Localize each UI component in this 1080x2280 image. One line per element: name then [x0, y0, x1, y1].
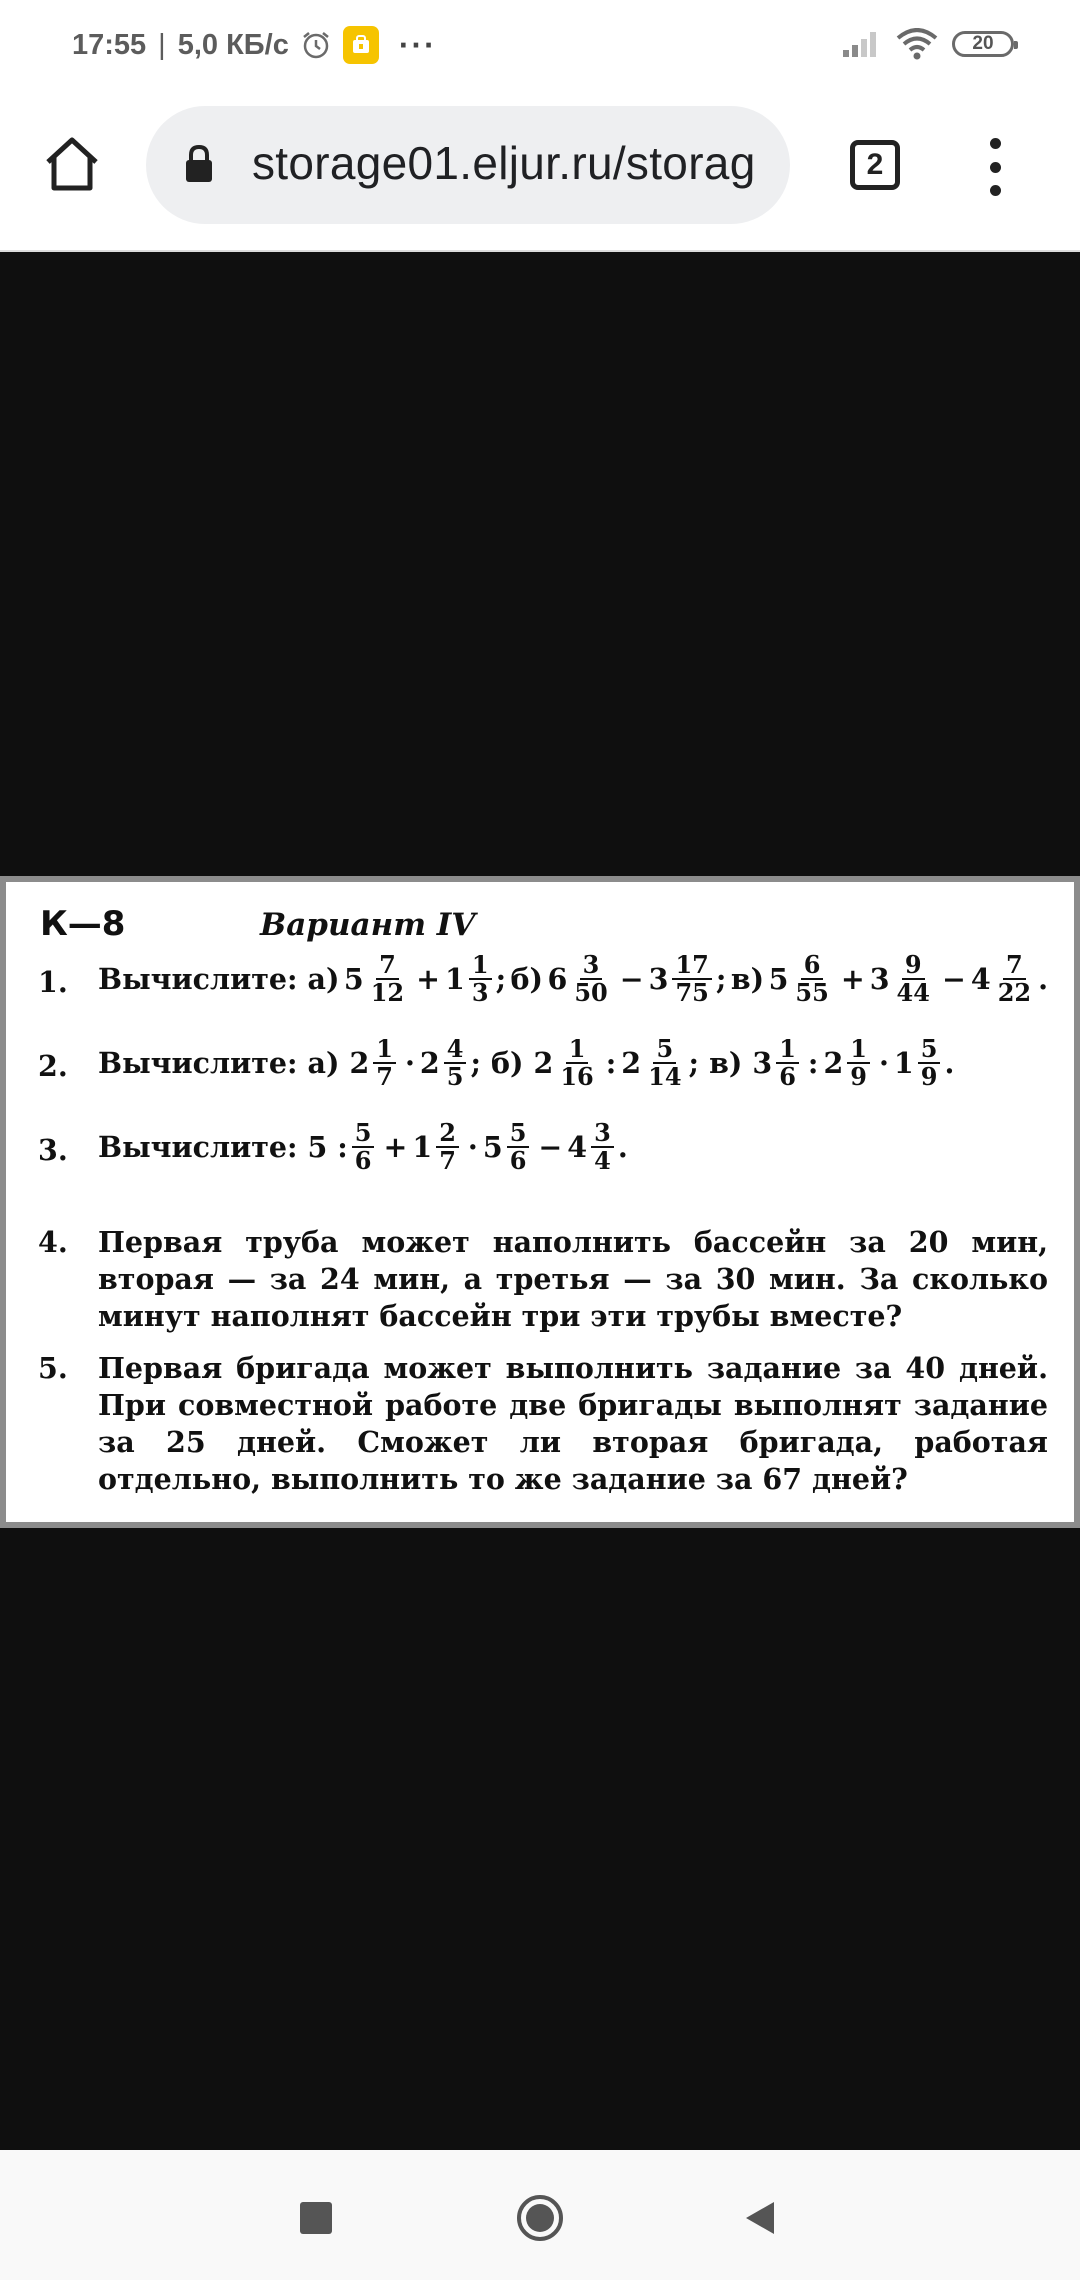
whole-part: 2 — [621, 1045, 642, 1080]
punctuation: ; — [715, 961, 727, 996]
whole-part: 4 — [970, 961, 991, 996]
whole-part: 1 — [445, 961, 465, 996]
fraction: $\frac{1}{7}$ — [373, 1036, 396, 1090]
fraction: $\frac{1}{3}$ — [469, 952, 492, 1006]
battery-icon — [952, 31, 1014, 57]
worksheet-image — [0, 876, 1080, 1528]
task-number: 2. — [38, 1049, 68, 1083]
operator: : — [807, 1045, 819, 1080]
task-3 — [38, 1120, 1048, 1174]
task-text: Первая бригада может выполнить задание за 40 дней. При совместной работе две бригады выполнят задание за 25 дней. Сможет ли вторая бригада, работая отдельно, выполнить то же задание за 67 дней? — [98, 1351, 1048, 1496]
subtask-label: в) — [709, 1045, 743, 1080]
task-expression — [98, 952, 1048, 1006]
worksheet-header — [40, 904, 475, 944]
task-number: 1. — [38, 965, 68, 999]
task-number: 3. — [38, 1133, 68, 1167]
whole-part: 1 — [412, 1129, 433, 1164]
fraction: $\frac{5}{9}$ — [918, 1036, 941, 1090]
status-right — [842, 28, 1014, 60]
punctuation: . — [1038, 961, 1049, 996]
subtask-label: б) — [491, 1045, 524, 1080]
operator: + — [416, 961, 441, 996]
whole-part: 3 — [648, 961, 669, 996]
battery-level: 20 — [972, 33, 994, 54]
task-5 — [38, 1350, 1048, 1498]
status-time: 17:55 — [72, 28, 147, 61]
fraction: $\frac{5}{6}$ — [507, 1120, 530, 1174]
task-4 — [38, 1224, 1048, 1335]
browser-toolbar — [0, 92, 1080, 252]
fraction: $\frac{17}{75}$ — [672, 952, 711, 1006]
punctuation: . — [617, 1129, 628, 1164]
page-viewport[interactable] — [0, 252, 1080, 2150]
whole-part: 4 — [567, 1129, 588, 1164]
fraction: $\frac{5}{6}$ — [352, 1120, 375, 1174]
overflow-menu-icon[interactable] — [975, 138, 1015, 196]
fraction: $\frac{9}{44}$ — [896, 950, 930, 1007]
task-prefix: Вычислите: 5 : — [98, 1129, 348, 1164]
whole-part: 3 — [752, 1045, 773, 1080]
fraction: $\frac{6}{55}$ — [795, 950, 829, 1007]
whole-part: 5 — [482, 1129, 503, 1164]
operator: − — [941, 961, 966, 996]
fraction: $\frac{4}{5}$ — [444, 1036, 467, 1090]
task-expression — [98, 1120, 1048, 1174]
operator: − — [538, 1129, 563, 1164]
punctuation: ; — [688, 1045, 700, 1080]
whole-part: 3 — [869, 961, 890, 996]
status-left — [72, 26, 437, 64]
task-number: 4. — [38, 1225, 68, 1259]
fraction: $\frac{3}{4}$ — [591, 1120, 614, 1174]
alarm-icon — [301, 30, 331, 60]
punctuation: ; — [470, 1045, 481, 1080]
status-bar — [0, 0, 1080, 92]
system-nav-bar — [0, 2150, 1080, 2280]
fraction: $\frac{1}{16}$ — [560, 1034, 594, 1091]
tab-count: 2 — [866, 148, 884, 181]
worksheet-code: К—8 — [40, 904, 126, 944]
whole-part: 2 — [823, 1045, 844, 1080]
home-icon[interactable] — [40, 132, 104, 196]
address-bar[interactable] — [146, 106, 790, 224]
whole-part: 2 — [349, 1045, 370, 1080]
task-text: Первая труба может наполнить бассейн за 20 мин, вторая — за 24 мин, а третья — за 30 мин. За сколько минут наполнят бассейн три эти трубы вместе? — [98, 1225, 1048, 1333]
task-prefix: Вычислите: а) — [98, 1045, 340, 1080]
back-button-icon[interactable] — [744, 2200, 776, 2236]
fraction: $\frac{5}{14}$ — [648, 1034, 682, 1091]
subtask-label: в) — [730, 961, 765, 996]
worksheet-variant: Вариант IV — [260, 907, 476, 943]
whole-part: 5 — [343, 961, 364, 996]
operator: + — [840, 961, 865, 996]
operator: + — [383, 1129, 408, 1164]
notification-app-icon — [343, 26, 379, 64]
whole-part: 6 — [547, 961, 568, 996]
url-text: storage01.eljur.ru/storag — [252, 137, 756, 189]
punctuation: ; — [495, 961, 507, 996]
punctuation: . — [944, 1045, 955, 1080]
task-prefix: Вычислите: а) — [98, 961, 340, 996]
lock-icon — [184, 144, 214, 184]
recents-button-icon[interactable] — [300, 2202, 332, 2234]
fraction: $\frac{1}{9}$ — [847, 1036, 870, 1090]
whole-part: 2 — [533, 1045, 554, 1080]
home-button-icon[interactable] — [515, 2193, 565, 2243]
task-expression — [98, 1036, 1048, 1090]
operator: · — [467, 1129, 478, 1164]
signal-icon — [842, 30, 882, 58]
tab-switcher-button[interactable] — [850, 140, 900, 190]
task-number: 5. — [38, 1351, 68, 1385]
operator: · — [878, 1045, 889, 1080]
network-speed: 5,0 КБ/с — [177, 28, 289, 61]
whole-part: 2 — [419, 1045, 440, 1080]
whole-part: 1 — [893, 1045, 914, 1080]
operator: : — [605, 1045, 617, 1080]
wifi-icon — [896, 28, 938, 60]
fraction: $\frac{7}{22}$ — [997, 950, 1032, 1007]
fraction: $\frac{7}{12}$ — [370, 950, 405, 1007]
fraction: $\frac{3}{50}$ — [574, 950, 608, 1007]
more-notifications-icon: ··· — [398, 26, 437, 63]
fraction: $\frac{2}{7}$ — [436, 1120, 459, 1174]
whole-part: 5 — [768, 961, 789, 996]
operator: · — [404, 1045, 415, 1080]
fraction: $\frac{1}{6}$ — [776, 1036, 799, 1090]
task-2 — [38, 1036, 1048, 1090]
subtask-label: б) — [510, 961, 544, 996]
status-separator: | — [158, 28, 166, 61]
operator: − — [619, 961, 644, 996]
task-1 — [38, 952, 1048, 1006]
